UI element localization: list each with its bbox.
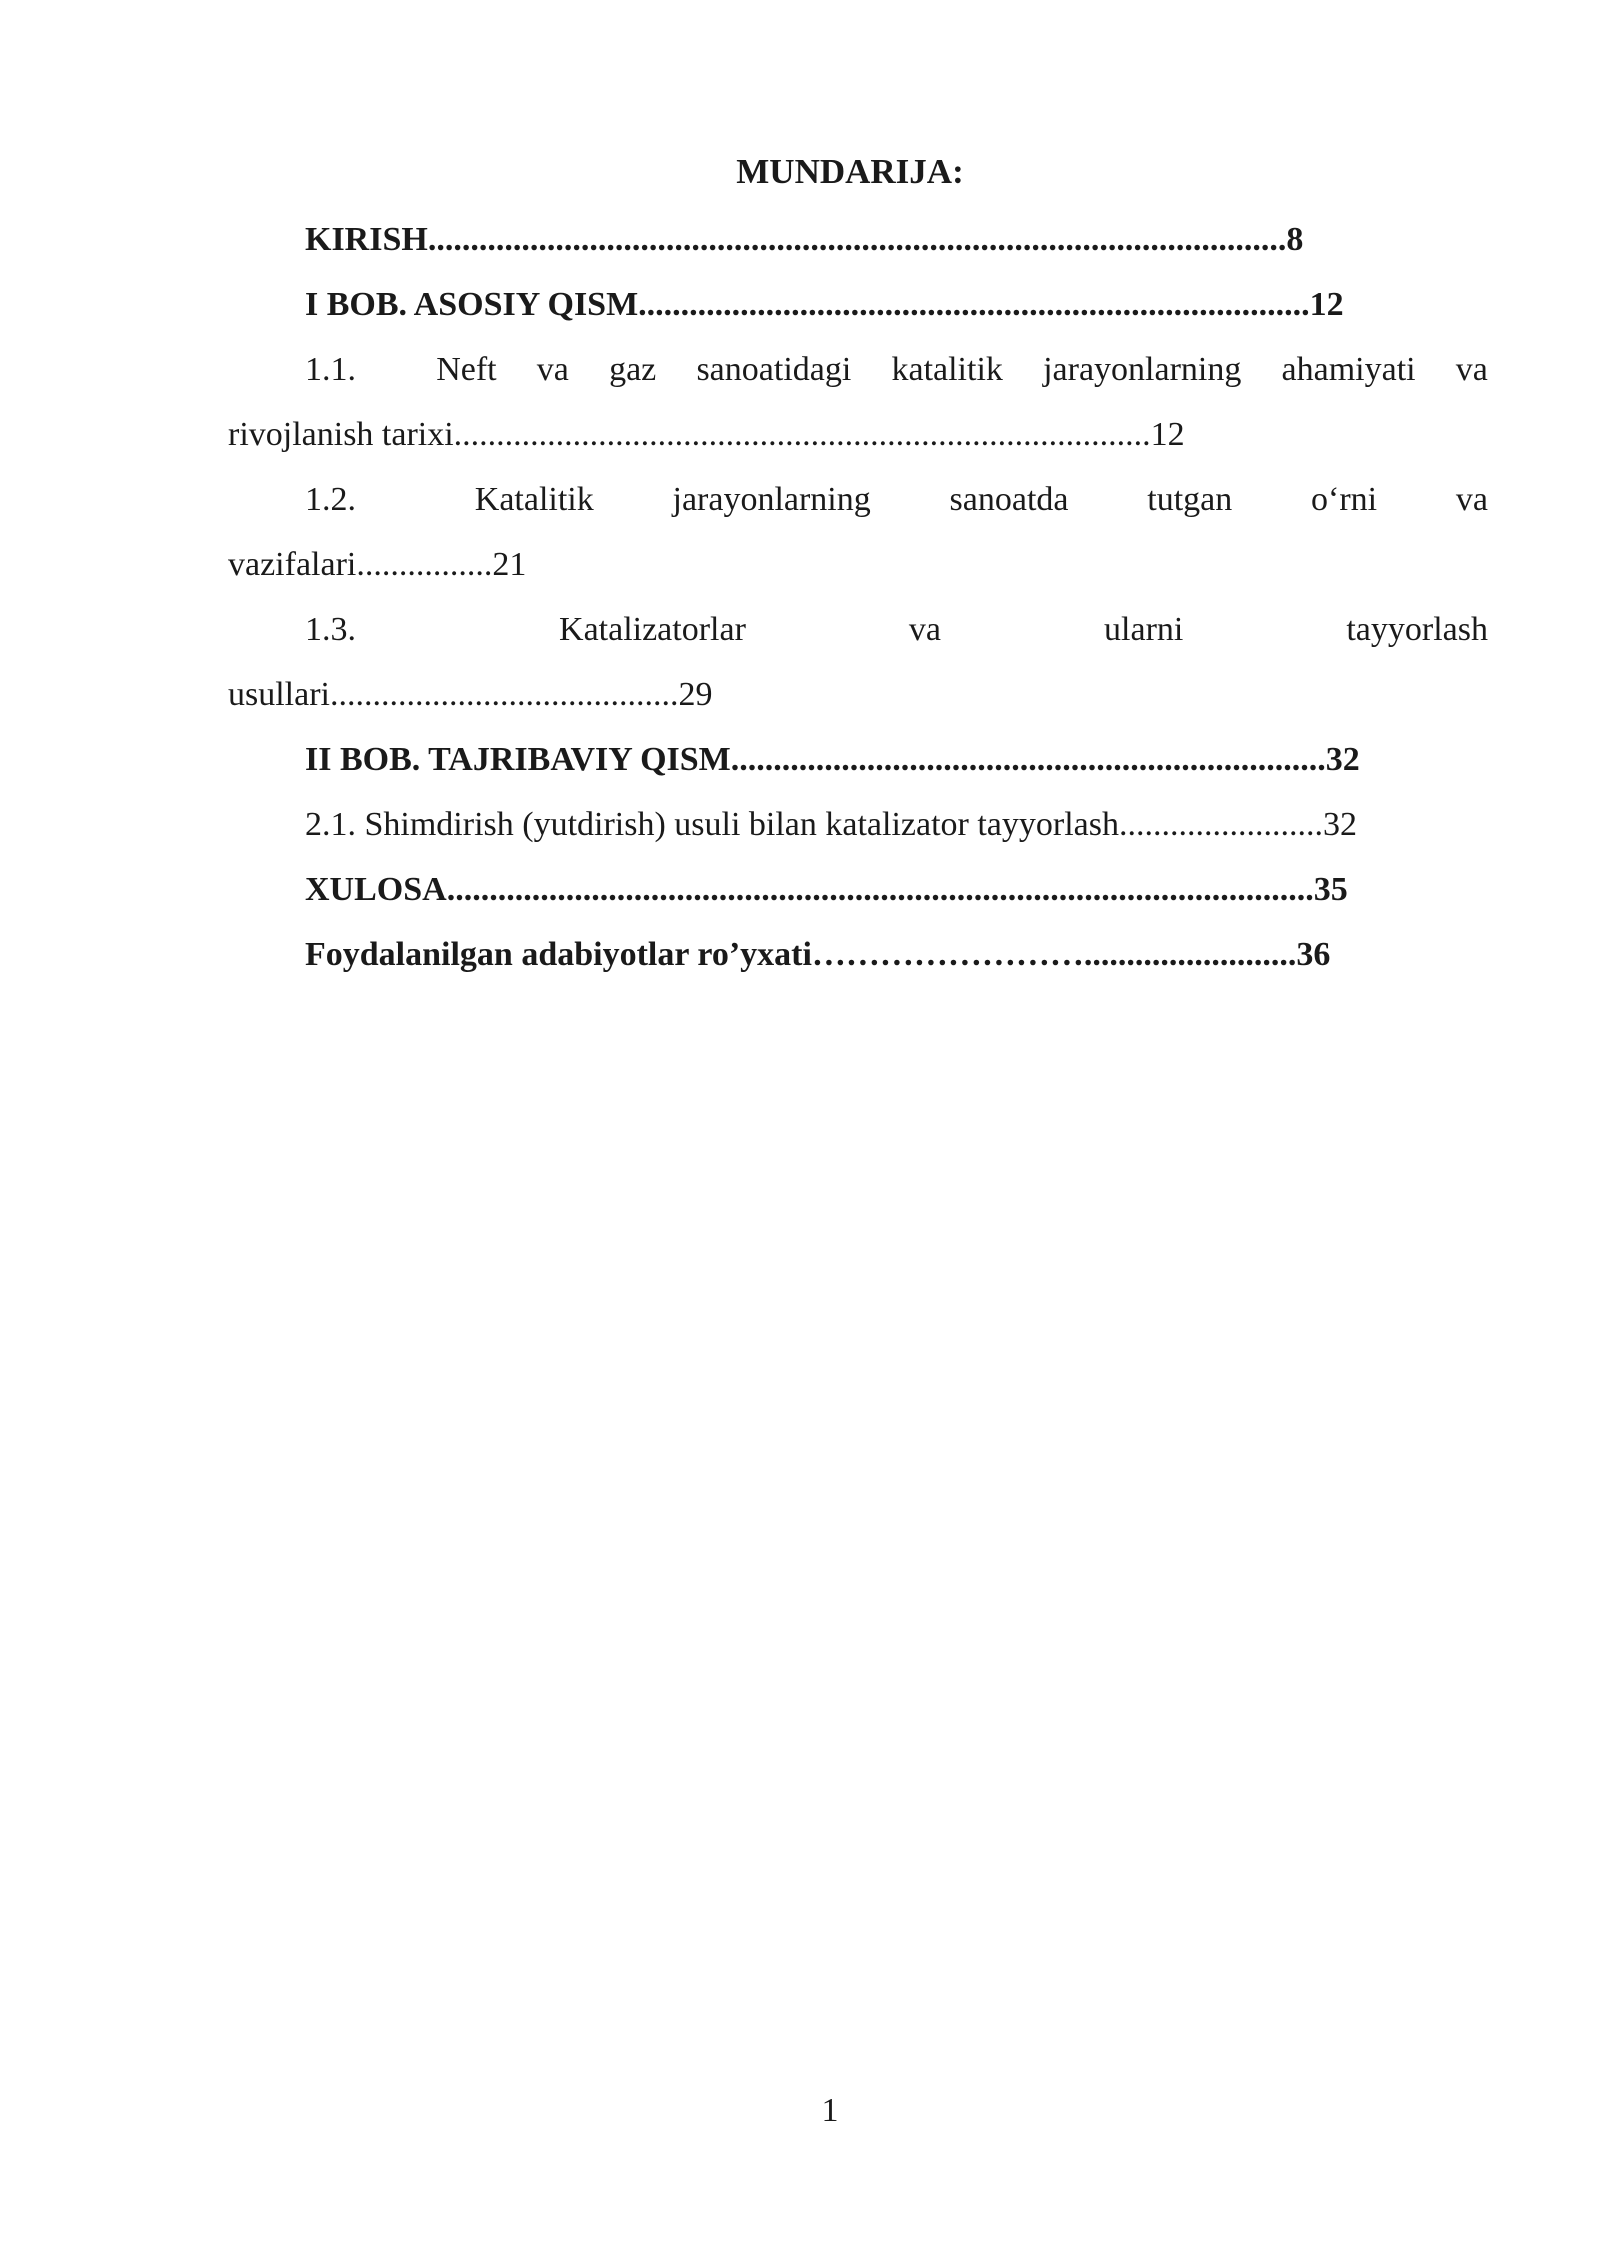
toc-word: sanoatidagi: [696, 351, 852, 388]
toc-entry-1-2-line2: vazifalari................21: [228, 546, 527, 583]
toc-entry-1-1-number: 1.1.: [305, 351, 356, 388]
toc-word: tutgan: [1147, 481, 1233, 518]
toc-entry-xulosa: XULOSA......................................................................................................35: [305, 871, 1348, 908]
toc-word: va: [908, 611, 942, 648]
toc-entry-1-3-number: 1.3.: [305, 611, 356, 648]
page-number: 1: [821, 2092, 839, 2129]
toc-entry-1-2-line1: [305, 478, 1488, 522]
toc-word: jarayonlarning: [1043, 351, 1242, 388]
toc-word: ahamiyati: [1281, 351, 1416, 388]
toc-entry-bob1: I BOB. ASOSIY QISM...............................................................................12: [305, 286, 1344, 323]
toc-word: katalitik: [891, 351, 1003, 388]
toc-word: gaz: [609, 351, 657, 388]
toc-word: va: [1455, 481, 1488, 518]
toc-word: tayyorlash: [1346, 611, 1488, 648]
toc-word: Katalizatorlar: [559, 611, 746, 648]
toc-entry-2-1: 2.1. Shimdirish (yutdirish) usuli bilan katalizator tayyorlash........................32: [305, 806, 1357, 843]
toc-entry-1-1-line1: [305, 348, 1488, 392]
toc-entry-1-1-line2: rivojlanish tarixi..................................................................................12: [228, 416, 1185, 453]
toc-entry-kirish: KIRISH.....................................................................................................8: [305, 221, 1304, 258]
toc-entry-1-3-line1: [305, 608, 1488, 652]
toc-word: ularni: [1104, 611, 1184, 648]
toc-entry-1-2-number: 1.2.: [305, 481, 356, 518]
toc-word: jarayonlarning: [672, 481, 871, 518]
toc-word: va: [536, 351, 569, 388]
toc-entry-1-3-line2: usullari.........................................29: [228, 676, 713, 713]
toc-title: MUNDARIJA:: [736, 152, 964, 191]
toc-word: o‘rni: [1311, 481, 1378, 518]
toc-word: Katalitik: [474, 481, 594, 518]
toc-word: sanoatda: [949, 481, 1069, 518]
toc-entry-bob2: II BOB. TAJRIBAVIY QISM......................................................................32: [305, 741, 1360, 778]
toc-word: Neft: [436, 351, 497, 388]
toc-word: va: [1455, 351, 1488, 388]
toc-entry-adabiyot: Foydalanilgan adabiyotlar ro’yxati…………………….........................36: [305, 936, 1331, 973]
